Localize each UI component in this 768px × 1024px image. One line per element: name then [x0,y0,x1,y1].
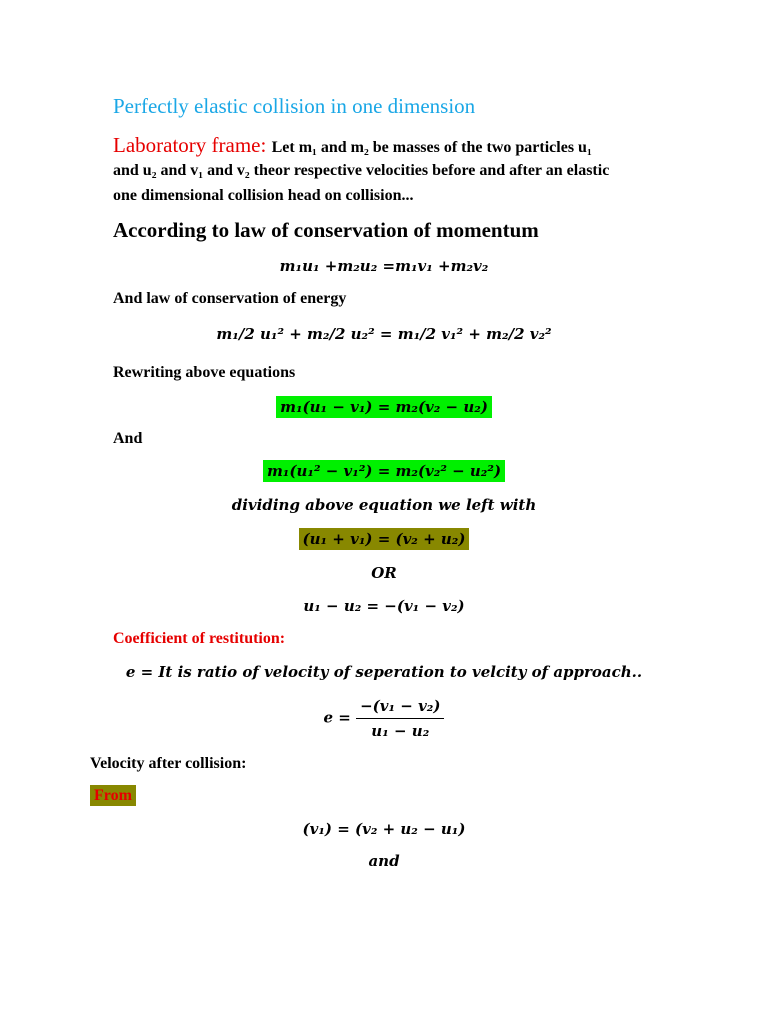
lab-frame-line3: one dimensional collision head on collision... [113,187,414,204]
or-label: OR [371,564,397,582]
dividing-text: dividing above equation we left with [231,496,537,514]
formula-denominator: u₁ − u₂ [371,722,430,740]
formula-lhs: e = [323,708,351,727]
rewrite-equation-1: m₁(u₁ − v₁) = m₂(v₂ − u₂) [276,396,492,418]
after-collision-heading: Velocity after collision: [90,755,247,772]
rewrite-equation-2: m₁(u₁² − v₁²) = m₂(v₂² − u₂²) [263,460,505,482]
formula-fraction [356,697,444,740]
after-equation-1: (v₁) = (v₂ + u₂ − u₁) [302,820,466,838]
restitution-heading: Coefficient of restitution: [113,630,286,647]
rewriting-heading: Rewriting above equations [113,364,296,381]
formula-numerator: −(v₁ − v₂) [356,697,444,719]
rewrite-equation-4: u₁ − u₂ = −(v₁ − v₂) [303,597,465,615]
restitution-definition: e = It is ratio of velocity of seperation to velcity of approach.. [125,663,643,681]
after-and-label: and [368,852,400,870]
energy-equation: m₁/2 u₁² + m₂/2 u₂² = m₁/2 v₁² + m₂/2 v₂² [216,325,552,343]
rewrite-equation-3: (u₁ + v₁) = (v₂ + u₂) [299,528,470,550]
lab-frame-line2: and u₂ and v₁ and v₂ theor respective velocities before and after an elastic [113,162,610,179]
and-label: And [113,430,143,447]
from-label: From [90,785,136,806]
restitution-formula [0,697,768,740]
energy-heading: And law of conservation of energy [113,290,347,307]
lab-frame-line1: Let m₁ and m₂ be masses of the two particles u₁ [271,139,592,156]
page-title: Perfectly elastic collision in one dimension [113,94,476,118]
momentum-heading: According to law of conservation of momentum [113,218,539,242]
lab-frame-label: Laboratory frame: [113,133,267,157]
momentum-equation: m₁u₁ +m₂u₂ =m₁v₁ +m₂v₂ [279,257,489,275]
lab-frame-heading [113,133,592,158]
